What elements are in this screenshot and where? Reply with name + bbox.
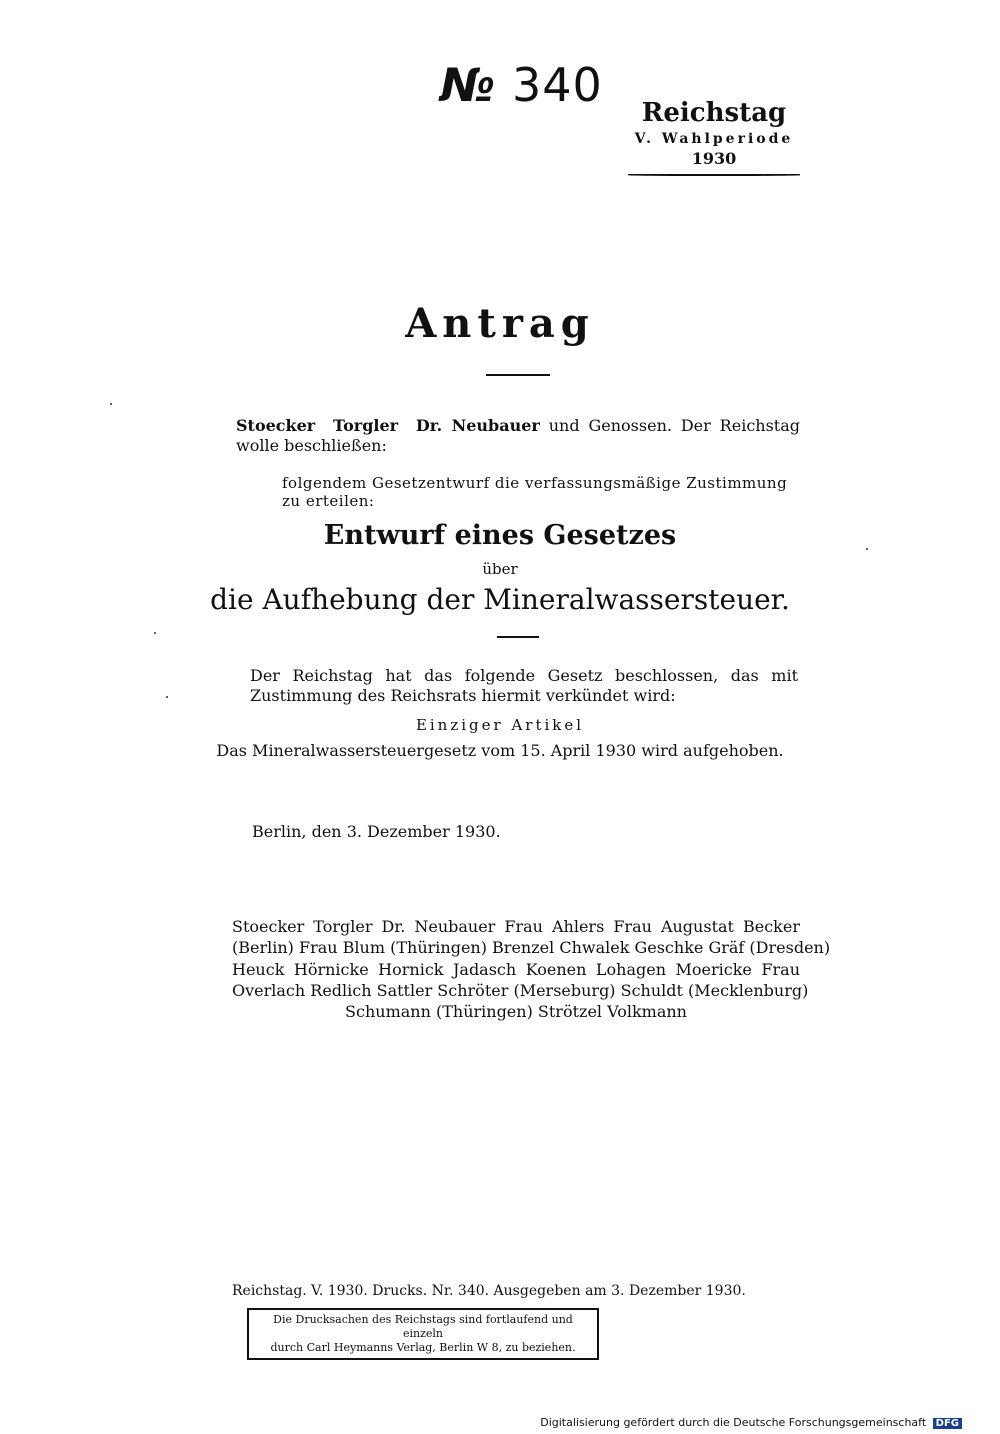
publisher-notice-line: durch Carl Heymanns Verlag, Berlin W 8, zu beziehen. [270,1341,576,1354]
intro-rest: und Genossen. Der Reichstag wolle beschließen: [236,416,801,455]
number-value: 340 [511,58,603,112]
intro-author-2: Torgler [333,416,399,435]
session-block [628,98,800,176]
scan-speck [110,403,112,405]
title-divider [486,374,550,376]
intro-author-3: Dr. Neubauer [415,416,540,435]
credit-text: Digitalisierung gefördert durch die Deutsche Forschungsgemeinschaft [540,1416,927,1429]
publisher-notice-line: Die Drucksachen des Reichstags sind fortlaufend und einzeln [273,1313,573,1340]
intro-author-1: Stoecker [236,416,316,435]
date-line: Berlin, den 3. Dezember 1930. [252,822,501,841]
bill-title: Entwurf eines Gesetzes [323,520,677,551]
publisher-notice [247,1308,599,1360]
digitization-credit [540,1416,962,1429]
print-footer: Reichstag. V. 1930. Drucks. Nr. 340. Ausgegeben am 3. Dezember 1930. [232,1283,746,1299]
signers-line: Stoecker Torgler Dr. Neubauer Frau Ahlers Frau Augustat Becker [232,917,800,936]
enactment-paragraph: Der Reichstag hat das folgende Gesetz beschlossen, das mit Zustimmung des Reichsrats hiermit verkündet wird: [250,666,798,705]
signers-list [232,916,831,1022]
page-title: Antrag [405,300,595,347]
wahlperiode-label: V. Wahlperiode [634,131,794,147]
article-heading: Einziger Artikel [415,716,585,734]
article-text: Das Mineralwassersteuergesetz vom 15. April 1930 wird aufgehoben. [216,741,784,760]
reichstag-label: Reichstag [641,98,787,128]
session-year: 1930 [691,149,737,168]
bill-divider [497,636,539,638]
scan-speck [866,548,868,550]
signers-line: (Berlin) Frau Blum (Thüringen) Brenzel Chwalek Geschke Gräf (Dresden) [232,938,831,958]
session-rule [628,174,800,176]
signers-line: Heuck Hörnicke Hornick Jadasch Koenen Lohagen Moericke Frau [232,959,800,979]
scan-speck [154,632,156,634]
dfg-logo: DFG [933,1418,962,1429]
bill-ueber: über [482,560,518,578]
scan-speck [166,696,168,698]
signers-line: Overlach Redlich Sattler Schröter (Merseburg) Schuldt (Mecklenburg) [232,980,809,1000]
document-number [440,58,603,112]
consent-line: folgendem Gesetzentwurf die verfassungsmäßige Zustimmung zu erteilen: [282,474,788,510]
signers-line: Schumann (Thüringen) Strötzel Volkmann [345,1002,687,1022]
number-sign: № [440,58,497,112]
intro-paragraph [236,416,800,456]
bill-subject: die Aufhebung der Mineralwassersteuer. [210,583,790,616]
